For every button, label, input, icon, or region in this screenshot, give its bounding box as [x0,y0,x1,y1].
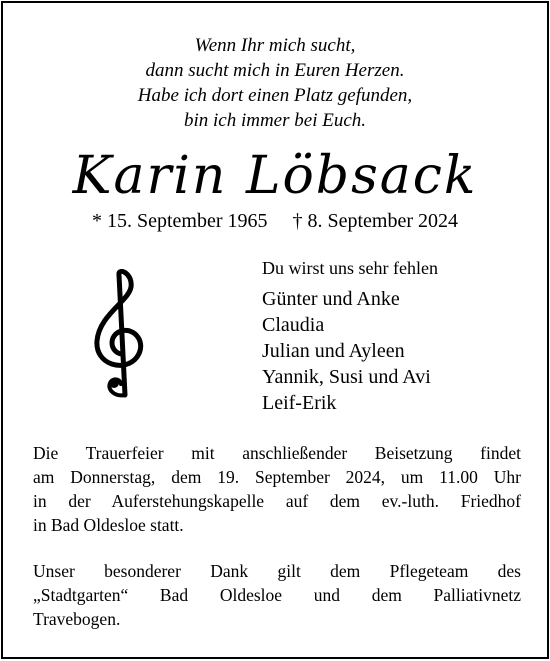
family-list [262,286,438,416]
text-line: Die Trauerfeier mit anschließender Beisetzung findet [33,443,521,463]
text-line: am Donnerstag, dem 19. September 2024, um 11.00 Uhr [33,467,521,487]
family-member: Julian und Ayleen [262,340,405,362]
death-date: † 8. September 2024 [292,210,459,232]
mourners [262,256,438,416]
poem-line: Habe ich dort einen Platz gefunden, [137,85,413,106]
funeral-details [33,441,521,537]
poem-line: Wenn Ihr mich sucht, [194,35,356,56]
family-member: Leif-Erik [262,392,337,414]
poem-line: dann sucht mich in Euren Herzen. [145,60,405,81]
deceased-name: Karin Löbsack [72,146,478,206]
family-member: Günter und Anke [262,288,400,310]
mourners-intro: Du wirst uns sehr fehlen [262,258,438,278]
poem-line: bin ich immer bei Euch. [183,110,367,131]
text-line: Travebogen. [33,609,121,629]
family-member: Claudia [262,314,325,336]
family-member: Yannik, Susi und Avi [262,366,431,388]
obituary-notice [1,1,549,659]
thanks-note [33,559,521,631]
birth-date: * 15. September 1965 [91,210,268,232]
poem [3,33,547,133]
life-dates [3,208,547,234]
text-line: Unser besonderer Dank gilt dem Pflegeteam des [33,561,521,581]
text-line: in der Auferstehungskapelle auf dem ev.-luth. Friedhof [33,491,521,511]
text-line: „Stadtgarten“ Bad Oldesloe und dem Palliativnetz [33,585,521,605]
treble-clef-icon [85,269,155,399]
text-line: in Bad Oldesloe statt. [33,515,184,535]
